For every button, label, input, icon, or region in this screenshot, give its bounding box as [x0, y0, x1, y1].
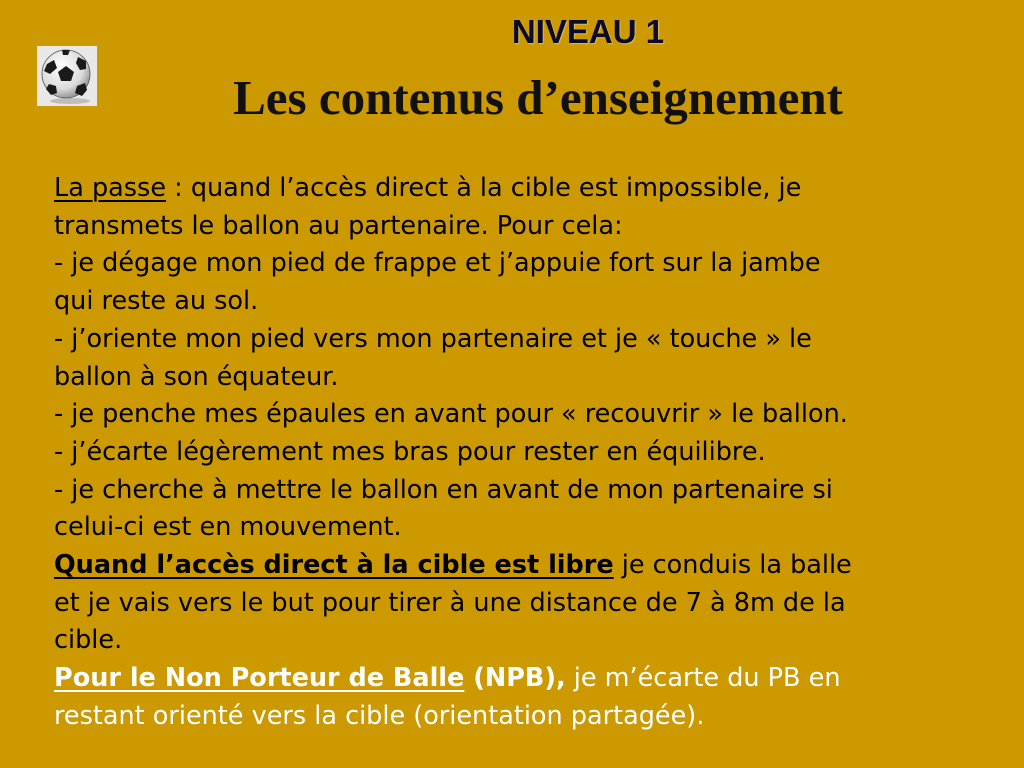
body-line: qui reste au sol.	[54, 286, 259, 317]
body-line	[54, 547, 974, 585]
body-line	[54, 170, 974, 208]
libre-heading: Quand l’accès direct à la cible est libre	[54, 550, 614, 581]
body-line: et je vais vers le but pour tirer à une distance de 7 à 8m de la	[54, 587, 846, 618]
body-line: ballon à son équateur.	[54, 361, 339, 392]
body-line	[54, 660, 974, 698]
npb-abbreviation: (NPB),	[464, 663, 566, 694]
body-line: restant orienté vers la cible (orientation partagée).	[54, 700, 705, 731]
body-line: - je cherche à mettre le ballon en avant de mon partenaire si	[54, 474, 833, 505]
body-line: cible.	[54, 625, 123, 656]
body-line-text: je conduis la balle	[613, 550, 852, 581]
body-line-text: je m’écarte du PB en	[565, 663, 841, 694]
body-line: - j’écarte légèrement mes bras pour rester en équilibre.	[54, 436, 766, 467]
body-line: - je dégage mon pied de frappe et j’appuie fort sur la jambe	[54, 248, 821, 279]
body-line-text: : quand l’accès direct à la cible est impossible, je	[166, 173, 802, 203]
page-title: Les contenus d’enseignement	[233, 70, 843, 125]
body-line: celui-ci est en mouvement.	[54, 512, 402, 543]
level-title: NIVEAU 1	[511, 13, 665, 50]
body-text	[54, 170, 974, 736]
body-line: transmets le ballon au partenaire. Pour cela:	[54, 210, 623, 241]
body-line: - j’oriente mon pied vers mon partenaire et je « touche » le	[54, 323, 812, 354]
npb-heading: Pour le Non Porteur de Balle	[54, 663, 465, 694]
body-line: - je penche mes épaules en avant pour « recouvrir » le ballon.	[54, 399, 848, 430]
passe-heading: La passe	[54, 173, 167, 203]
